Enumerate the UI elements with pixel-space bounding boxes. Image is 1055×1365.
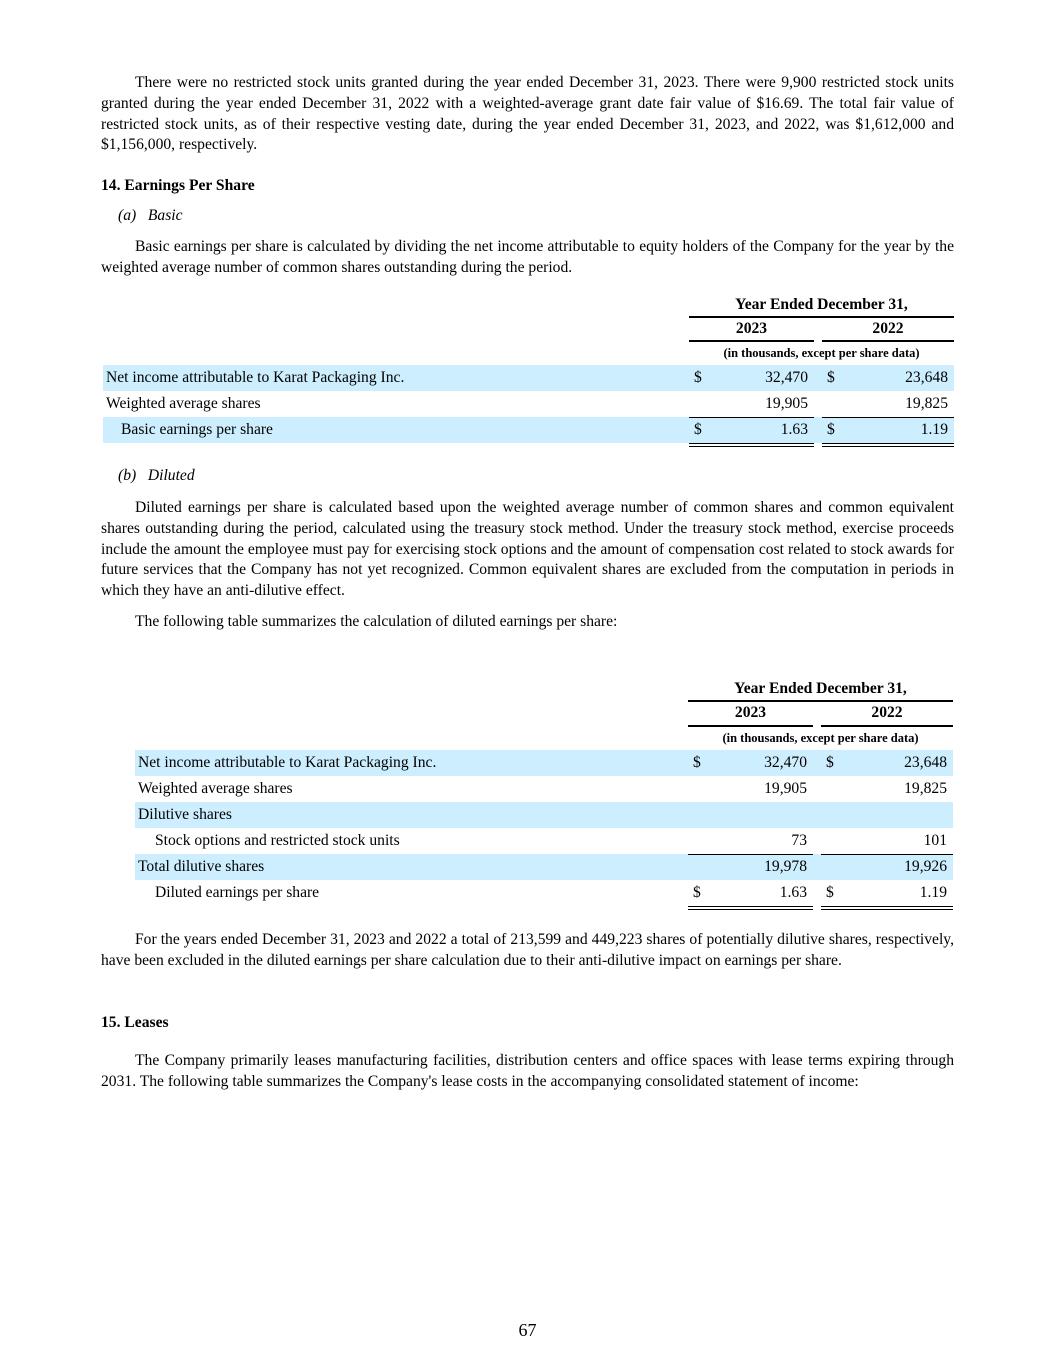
underline-rule: [822, 417, 954, 418]
underline-rule: [822, 446, 954, 447]
section-14-heading: 14. Earnings Per Share: [101, 177, 255, 194]
year-header: 2022: [872, 320, 904, 337]
units-note: (in thousands, except per share data): [723, 346, 920, 360]
value-2022: 19,825: [905, 395, 948, 412]
value-2022: 23,648: [905, 369, 948, 386]
underline-rule: [821, 909, 953, 910]
value-2022: 1.19: [919, 884, 947, 901]
units-note: (in thousands, except per share data): [722, 731, 919, 745]
year-header: 2022: [871, 704, 903, 721]
value-2022: 19,926: [904, 858, 947, 875]
row-label: Dilutive shares: [138, 806, 232, 823]
dollar-sign: $: [826, 884, 834, 901]
table-row: [103, 365, 954, 391]
dollar-sign: $: [693, 754, 701, 771]
underline-rule: [688, 909, 813, 910]
dollar-sign: $: [693, 884, 701, 901]
dollar-sign: $: [827, 421, 835, 438]
value-2022: 101: [923, 832, 947, 849]
antidilutive-paragraph: For the years ended December 31, 2023 and 2022 a total of 213,599 and 449,223 shares of potentially dilutive shares, respectively, have been excluded in the diluted earnings per share calculation due to their anti-dilutive impact on earnings per share.: [101, 931, 954, 969]
row-label: Net income attributable to Karat Packaging Inc.: [106, 369, 405, 386]
value-2023: 1.63: [779, 884, 807, 901]
rsu-paragraph: There were no restricted stock units granted during the year ended December 31, 2023. There were 9,900 restricted stock units granted during the year ended December 31, 2022 with a weighted-average grant date fair value of $16.69. The total fair value of restricted stock units, as of their respective vesting date, during the year ended December 31, 2023, and 2022, was $1,612,000 and $1,156,000, respectively.: [101, 74, 954, 154]
row-label: Basic earnings per share: [121, 421, 273, 438]
table-row: [135, 776, 953, 802]
value-2023: 19,905: [764, 780, 807, 797]
page-number: 67: [518, 1320, 537, 1340]
underline-rule: [821, 906, 953, 907]
row-label: Weighted average shares: [106, 395, 261, 412]
table-row: [103, 391, 954, 417]
value-2023: 32,470: [765, 369, 808, 386]
diluted-subheading: (b) Diluted: [118, 467, 195, 484]
value-2023: 32,470: [764, 754, 807, 771]
table-row: [135, 750, 953, 776]
value-2023: 1.63: [780, 421, 808, 438]
row-label: Total dilutive shares: [138, 858, 265, 875]
basic-subheading: (a) Basic: [118, 207, 183, 224]
table-header: Year Ended December 31,: [734, 680, 907, 697]
dollar-sign: $: [826, 754, 834, 771]
table-row: [103, 417, 954, 443]
value-2022: 19,825: [904, 780, 947, 797]
underline-rule: [689, 443, 814, 444]
year-header: 2023: [734, 704, 767, 721]
underline-rule: [822, 443, 954, 444]
diluted-table-intro: The following table summarizes the calculation of diluted earnings per share:: [135, 613, 618, 630]
row-label: Weighted average shares: [138, 780, 293, 797]
underline-rule: [821, 854, 953, 855]
table-row: [135, 880, 953, 906]
table-row: [135, 802, 953, 828]
value-2023: 19,905: [765, 395, 808, 412]
table-header: Year Ended December 31,: [735, 296, 908, 313]
value-2023: 19,978: [764, 858, 807, 875]
value-2022: 1.19: [920, 421, 948, 438]
table-row: [135, 828, 953, 854]
underline-rule: [689, 446, 814, 447]
leases-paragraph: The Company primarily leases manufacturing facilities, distribution centers and office spaces with lease terms expiring through 2031. The following table summarizes the Company's lease costs in the accompanying consolidated statement of income:: [101, 1052, 954, 1090]
underline-rule: [688, 854, 813, 855]
underline-rule: [689, 417, 814, 418]
table-row: [135, 854, 953, 880]
basic-paragraph: Basic earnings per share is calculated by dividing the net income attributable to equity holders of the Company for the year by the weighted average number of common shares outstanding during the period.: [101, 238, 954, 276]
value-2023: 73: [791, 832, 807, 849]
row-label: Net income attributable to Karat Packaging Inc.: [138, 754, 437, 771]
section-15-heading: 15. Leases: [101, 1014, 169, 1031]
value-2022: 23,648: [904, 754, 947, 771]
row-label: Diluted earnings per share: [155, 884, 320, 901]
row-label: Stock options and restricted stock units: [155, 832, 400, 849]
dollar-sign: $: [827, 369, 835, 386]
dollar-sign: $: [694, 421, 702, 438]
diluted-paragraph: Diluted earnings per share is calculated based upon the weighted average number of common shares and common equivalent shares outstanding during the period, calculated using the treasury stock method. Under the treasury stock method, exercise proceeds include the amount the employee must pay for exercising stock options and the amount of compensation cost related to stock awards for future services that the Company has not yet recognized. Common equivalent shares are excluded from the computation in periods in which they have an anti-dilutive effect.: [101, 499, 954, 600]
underline-rule: [688, 906, 813, 907]
dollar-sign: $: [694, 369, 702, 386]
year-header: 2023: [735, 320, 768, 337]
